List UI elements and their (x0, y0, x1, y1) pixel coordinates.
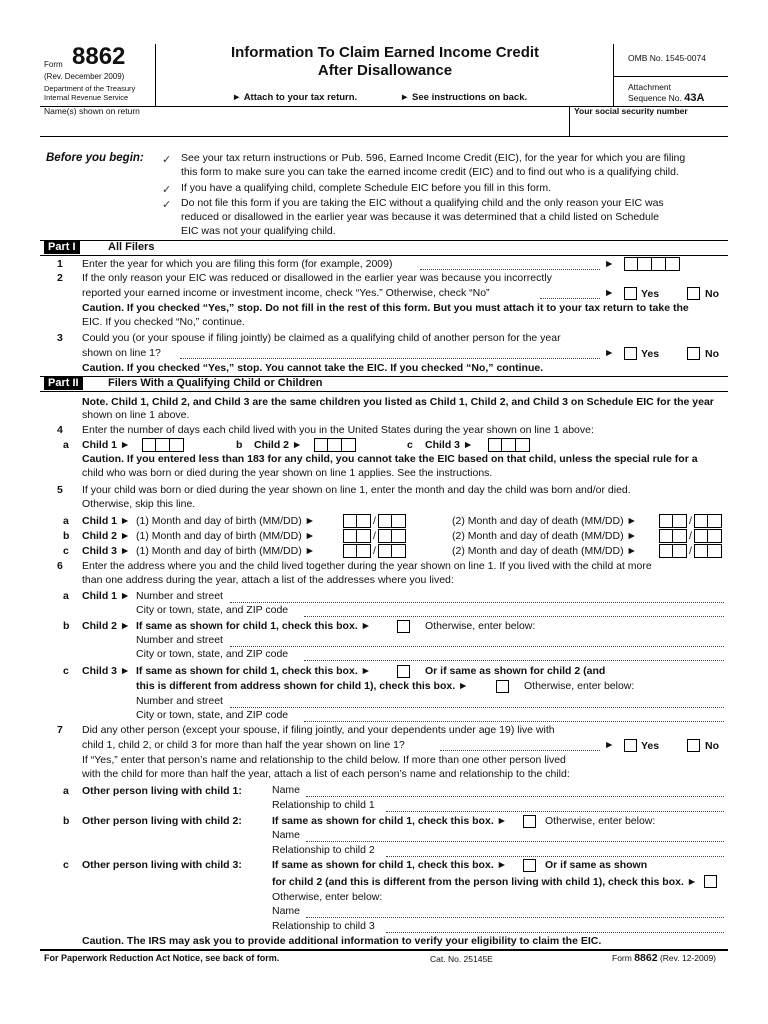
see-instruction: ► See instructions on back. (400, 92, 528, 103)
line7b-label: Other person living with child 2: (82, 815, 242, 827)
birth-label: (1) Month and day of birth (MM/DD) ► (136, 515, 316, 527)
no-label: No (705, 348, 719, 360)
line5-text-a: If your child was born or died during the year shown on line 1, enter the month and day the child was born and/or died. (82, 484, 631, 496)
catalog-number: Cat. No. 25145E (430, 954, 493, 964)
line-number: 6 (57, 560, 63, 572)
before-you-begin-label: Before you begin: (46, 152, 144, 164)
ssn-label: Your social security number (574, 106, 688, 116)
line7c-same1-checkbox[interactable] (523, 859, 536, 872)
line7-yes-checkbox[interactable] (624, 739, 637, 752)
arrow-icon: ► (604, 258, 615, 270)
omb-divider (613, 76, 728, 77)
death-label: (2) Month and day of death (MM/DD) ► (452, 545, 637, 557)
leader-dots (180, 358, 600, 359)
line-letter: a (63, 439, 69, 451)
line-number: 7 (57, 724, 63, 736)
city-label: City or town, state, and ZIP code (136, 648, 289, 660)
line5b-death-input[interactable]: / (659, 529, 722, 543)
before-item-1a: See your tax return instructions or Pub. 596, Earned Income Credit (EIC), for the year for which you are filing (181, 152, 686, 164)
header-divider-right (613, 44, 614, 106)
checkmark-icon: ✓ (162, 184, 172, 196)
line1-text: Enter the year for which you are filing this form (for example, 2009) (82, 258, 393, 270)
line4a-days-input[interactable] (142, 438, 184, 452)
sequence-number: 43A (684, 92, 705, 104)
line-letter: c (63, 859, 69, 871)
arrow-icon: ► (604, 739, 615, 751)
before-item-2: If you have a qualifying child, complete Schedule EIC before you fill in this form. (181, 182, 552, 194)
part1-title-rule (40, 255, 728, 256)
line7c-or-same2: Or if same as shown (545, 859, 648, 871)
line3-yes-checkbox[interactable] (624, 347, 637, 360)
line4-caution-b: child who was born or died during the year shown on line 1 applies. See the instructions. (82, 467, 493, 479)
line4c-label: Child 3 ► (425, 439, 474, 451)
relationship-label: Relationship to child 3 (272, 920, 375, 932)
line3-text-a: Could you (or your spouse if filing jointly) be claimed as a qualifying child of another person for the year (82, 332, 561, 344)
checkmark-icon: ✓ (162, 199, 172, 211)
footer-form-number: 8862 (634, 952, 658, 964)
line2-yes-checkbox[interactable] (624, 287, 637, 300)
line7a-relationship-input[interactable] (386, 811, 724, 812)
part2-title-rule (40, 391, 728, 392)
street-label: Number and street (136, 695, 223, 707)
line7c-child2-text: for child 2 (and this is different from the person living with child 1), check this box. ► (272, 876, 698, 888)
street-label: Number and street (136, 634, 223, 646)
before-item-3b: reduced or disallowed in the earlier year was because it was determined that a child listed on Schedule (181, 211, 660, 223)
line-letter: a (63, 785, 69, 797)
otherwise-label: Otherwise, enter below: (524, 680, 635, 692)
department-line: Department of the Treasury (44, 84, 136, 93)
line6b-city-input[interactable] (304, 660, 724, 661)
attach-instruction: ► Attach to your tax return. (232, 92, 358, 103)
line3-no-checkbox[interactable] (687, 347, 700, 360)
line-number: 2 (57, 272, 63, 284)
line-number: 1 (57, 258, 63, 270)
yes-label: Yes (641, 288, 660, 300)
line6c-same2-checkbox[interactable] (496, 680, 509, 693)
leader-dots (540, 298, 600, 299)
line6c-label: Child 3 ► (82, 665, 131, 677)
line-letter: b (63, 620, 70, 632)
line-number: 3 (57, 332, 63, 344)
names-label: Name(s) shown on return (44, 106, 140, 116)
line4b-days-input[interactable] (314, 438, 356, 452)
line-letter: c (63, 545, 69, 557)
line7-text-b: child 1, child 2, or child 3 for more than half the year shown on line 1? (82, 739, 405, 751)
before-item-1b: this form to make sure you can take the earned income credit (EIC) and to find out who is a qualifying child. (181, 166, 679, 178)
line7b-same-checkbox[interactable] (523, 815, 536, 828)
line6a-city-input[interactable] (304, 616, 724, 617)
attachment-label: Attachment (628, 82, 671, 92)
line2-caution-a: Caution. If you checked “Yes,” stop. Do not fill in the rest of this form. But you must attach it to your tax return to take the (82, 302, 689, 314)
line7a-label: Other person living with child 1: (82, 785, 242, 797)
line5a-death-input[interactable]: / (659, 514, 722, 528)
line5a-label: Child 1 ► (82, 515, 131, 527)
yes-label: Yes (641, 348, 660, 360)
line5b-birth-input[interactable]: / (343, 529, 406, 543)
line6-text-b: than one address during the year, attach a list of the addresses where you lived: (82, 574, 454, 586)
line2-text-a: If the only reason your EIC was reduced or disallowed in the earlier year was because you incorrectly (82, 272, 552, 284)
header-divider-left (155, 44, 156, 106)
line3-text-b: shown on line 1? (82, 347, 161, 359)
ssn-input[interactable] (574, 118, 724, 134)
line6c-city-input[interactable] (304, 721, 724, 722)
line5c-birth-input[interactable]: / (343, 544, 406, 558)
city-label: City or town, state, and ZIP code (136, 604, 289, 616)
line7c-name-input[interactable] (306, 917, 724, 918)
year-input[interactable] (624, 257, 680, 271)
street-label: Number and street (136, 590, 223, 602)
line7c-same-text: If same as shown for child 1, check this box. ► (272, 859, 508, 871)
leader-dots (440, 750, 600, 751)
omb-number: OMB No. 1545-0074 (628, 53, 706, 63)
before-item-3c: EIC was not your qualifying child. (181, 225, 336, 237)
part1-title: All Filers (108, 241, 155, 253)
line-number: 5 (57, 484, 63, 496)
line6c-street-input[interactable] (230, 707, 724, 708)
line2-caution-b: EIC. If you checked “No,” continue. (82, 316, 245, 328)
line6b-same-text: If same as shown for child 1, check this box. ► (136, 620, 372, 632)
line7c-same2-checkbox[interactable] (704, 875, 717, 888)
otherwise-label: Otherwise, enter below: (272, 891, 383, 903)
final-caution: Caution. The IRS may ask you to provide additional information to verify your eligibility to claim the EIC. (82, 935, 602, 947)
line-letter: c (63, 665, 69, 677)
otherwise-label: Otherwise, enter below: (425, 620, 536, 632)
line6c-diff-text: this is different from address shown for child 1), check this box. ► (136, 680, 469, 692)
otherwise-label: Otherwise, enter below: (545, 815, 656, 827)
line5a-birth-input[interactable]: / (343, 514, 406, 528)
line-number: 4 (57, 424, 63, 436)
line4c-days-input[interactable] (488, 438, 530, 452)
line7-text-a: Did any other person (except your spouse, if filing jointly, and your dependents under age 19) live with (82, 724, 555, 736)
birth-label: (1) Month and day of birth (MM/DD) ► (136, 545, 316, 557)
before-item-3a: Do not file this form if you are taking the EIC without a qualifying child and the only reason your EIC was (181, 197, 664, 209)
name-rule (40, 136, 728, 137)
checkmark-icon: ✓ (162, 154, 172, 166)
line-letter: a (63, 590, 69, 602)
part1-label: Part I (44, 241, 80, 254)
relationship-label: Relationship to child 1 (272, 799, 375, 811)
line7b-name-input[interactable] (306, 841, 724, 842)
line4-text: Enter the number of days each child lived with you in the United States during the year shown on line 1 above: (82, 424, 594, 436)
line4-caution-a: Caution. If you entered less than 183 for any child, you cannot take the EIC based on that child, unless the special rule for a (82, 453, 698, 465)
name-label: Name (272, 829, 301, 841)
line-letter: b (63, 530, 70, 542)
line6a-street-input[interactable] (230, 602, 724, 603)
line3-caution: Caution. If you checked “Yes,” stop. You cannot take the EIC. If you checked “No,” continue. (82, 362, 544, 374)
part2-title: Filers With a Qualifying Child or Children (108, 377, 323, 389)
form-number: 8862 (72, 43, 126, 70)
footer-rule (40, 949, 728, 951)
line7c-relationship-input[interactable] (386, 932, 724, 933)
line2-text-b: reported your earned income or investment income, check “Yes.” Otherwise, check “No” (82, 287, 490, 299)
line6b-street-input[interactable] (230, 646, 724, 647)
line5c-death-input[interactable]: / (659, 544, 722, 558)
death-label: (2) Month and day of death (MM/DD) ► (452, 515, 637, 527)
line-letter: b (236, 439, 243, 451)
line6-text-a: Enter the address where you and the child lived together during the year shown on line 1. If you lived with the child at more (82, 560, 652, 572)
leader-dots (420, 269, 600, 270)
line7-text-c: If “Yes,” enter that person’s name and relationship to the child below. If more than one other person lived (82, 754, 566, 766)
line6a-label: Child 1 ► (82, 590, 131, 602)
line-letter: b (63, 815, 70, 827)
no-label: No (705, 288, 719, 300)
birth-label: (1) Month and day of birth (MM/DD) ► (136, 530, 316, 542)
line5-text-b: Otherwise, skip this line. (82, 498, 196, 510)
arrow-icon: ► (604, 287, 615, 299)
line7a-name-input[interactable] (306, 796, 724, 797)
line5c-label: Child 3 ► (82, 545, 131, 557)
names-input[interactable] (44, 118, 564, 134)
yes-label: Yes (641, 740, 660, 752)
city-label: City or town, state, and ZIP code (136, 709, 289, 721)
line6b-label: Child 2 ► (82, 620, 131, 632)
line6c-or-same2: Or if same as shown for child 2 (and (425, 665, 606, 677)
part2-label: Part II (44, 377, 83, 390)
part2-note-b: shown on line 1 above. (82, 409, 190, 421)
no-label: No (705, 740, 719, 752)
paperwork-notice: For Paperwork Reduction Act Notice, see back of form. (44, 953, 280, 963)
line6c-same-text: If same as shown for child 1, check this box. ► (136, 665, 372, 677)
name-label: Name (272, 905, 301, 917)
footer-form-label: Form 8862 (Rev. 12-2009) (612, 952, 717, 964)
sequence-label: Sequence No. 43A (628, 92, 705, 104)
line7-text-d: with the child for more than half the year, attach a list of each person’s name and relationship to the child: (82, 768, 570, 780)
form-title-line2: After Disallowance (317, 62, 453, 79)
form-title-line1: Information To Claim Earned Income Credit (230, 44, 540, 61)
ssn-divider (569, 106, 570, 136)
form-revision: (Rev. December 2009) (44, 72, 125, 81)
line6b-same-checkbox[interactable] (397, 620, 410, 633)
line7b-relationship-input[interactable] (386, 856, 724, 857)
line5b-label: Child 2 ► (82, 530, 131, 542)
line-letter: a (63, 515, 69, 527)
line4b-label: Child 2 ► (254, 439, 303, 451)
line4a-label: Child 1 ► (82, 439, 131, 451)
line7b-same-text: If same as shown for child 1, check this box. ► (272, 815, 508, 827)
death-label: (2) Month and day of death (MM/DD) ► (452, 530, 637, 542)
arrow-icon: ► (604, 347, 615, 359)
line7c-label: Other person living with child 3: (82, 859, 242, 871)
name-label: Name (272, 784, 301, 796)
line2-no-checkbox[interactable] (687, 287, 700, 300)
part2-note-a: Note. Child 1, Child 2, and Child 3 are the same children you listed as Child 1, Child 2, and Child 3 on Schedule EIC for the year (82, 396, 714, 408)
line7-no-checkbox[interactable] (687, 739, 700, 752)
irs-line: Internal Revenue Service (44, 93, 129, 102)
relationship-label: Relationship to child 2 (272, 844, 375, 856)
line6c-same1-checkbox[interactable] (397, 665, 410, 678)
line-letter: c (407, 439, 413, 451)
form-label: Form (44, 60, 63, 69)
